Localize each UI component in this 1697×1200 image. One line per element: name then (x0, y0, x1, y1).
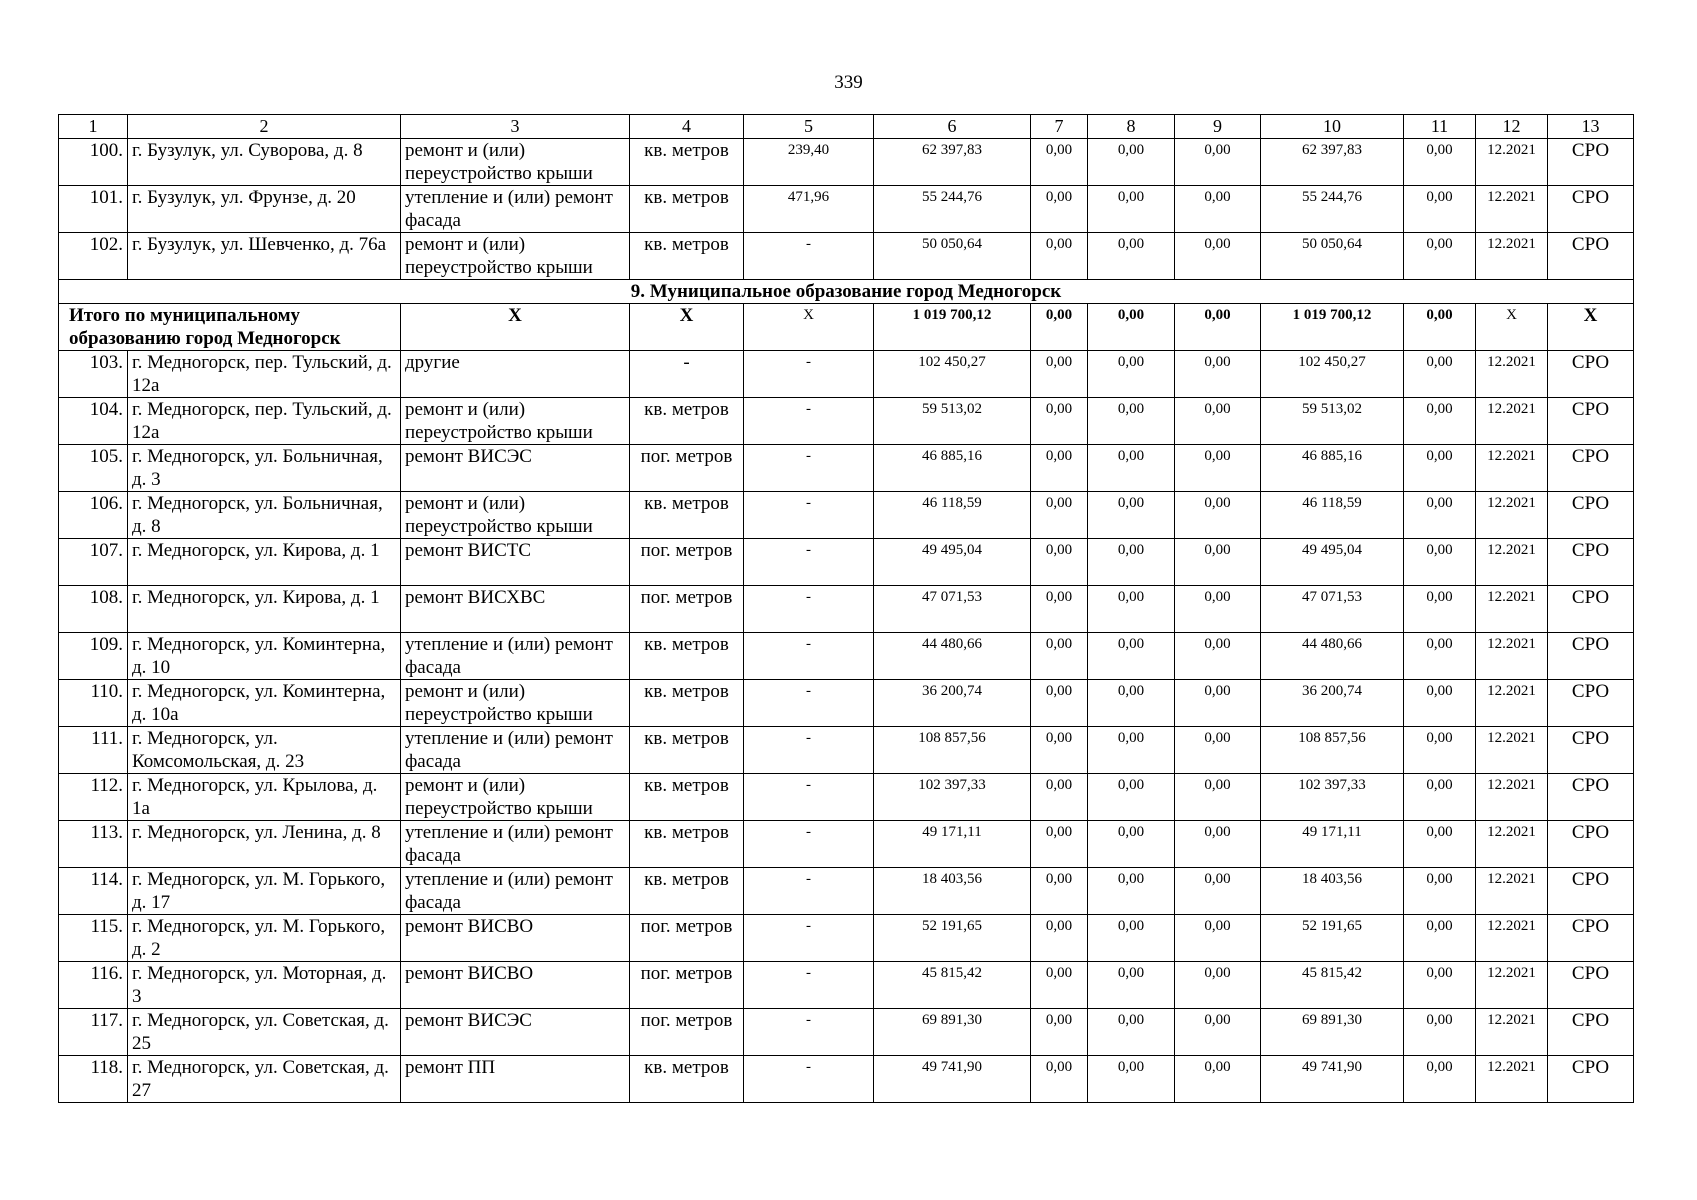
row-col-7: 0,00 (1031, 774, 1088, 821)
row-col-9: 0,00 (1175, 492, 1261, 539)
row-col-9: 0,00 (1175, 633, 1261, 680)
row-col-8: 0,00 (1088, 351, 1175, 398)
row-area: - (744, 1056, 874, 1103)
row-number: 104. (59, 398, 128, 445)
column-number-10: 10 (1261, 115, 1404, 139)
row-address: г. Медногорск, ул. Кирова, д. 1 (128, 586, 401, 633)
row-col-10: 102 450,27 (1261, 351, 1404, 398)
row-date: 12.2021 (1476, 774, 1548, 821)
table-row (59, 962, 1634, 1009)
row-col-7: 0,00 (1031, 962, 1088, 1009)
row-work-type: ремонт и (или) переустройство крыши (401, 492, 630, 539)
row-area: - (744, 398, 874, 445)
column-number-3: 3 (401, 115, 630, 139)
column-number-2: 2 (128, 115, 401, 139)
row-total-cost: 62 397,83 (874, 139, 1031, 186)
row-col-9: 0,00 (1175, 962, 1261, 1009)
section-heading-row (59, 280, 1634, 304)
table-row (59, 633, 1634, 680)
row-unit: кв. метров (630, 139, 744, 186)
row-work-type: ремонт ВИСТС (401, 539, 630, 586)
row-method: СРО (1548, 727, 1634, 774)
row-col-10: 59 513,02 (1261, 398, 1404, 445)
row-col-9: 0,00 (1175, 868, 1261, 915)
row-col-9: 0,00 (1175, 445, 1261, 492)
table-row (59, 539, 1634, 586)
row-col-8: 0,00 (1088, 680, 1175, 727)
row-number: 113. (59, 821, 128, 868)
row-col-7: 0,00 (1031, 680, 1088, 727)
column-number-4: 4 (630, 115, 744, 139)
subtotal-col-7: 0,00 (1031, 304, 1088, 351)
row-total-cost: 69 891,30 (874, 1009, 1031, 1056)
row-col-11: 0,00 (1404, 539, 1476, 586)
row-work-type: ремонт и (или) переустройство крыши (401, 139, 630, 186)
row-work-type: утепление и (или) ремонт фасада (401, 727, 630, 774)
row-total-cost: 102 397,33 (874, 774, 1031, 821)
row-date: 12.2021 (1476, 1009, 1548, 1056)
row-area: - (744, 1009, 874, 1056)
row-method: СРО (1548, 821, 1634, 868)
row-method: СРО (1548, 1056, 1634, 1103)
subtotal-col-5: Х (744, 304, 874, 351)
table-row (59, 445, 1634, 492)
subtotal-col-12: Х (1476, 304, 1548, 351)
row-col-8: 0,00 (1088, 233, 1175, 280)
table-row (59, 233, 1634, 280)
row-col-8: 0,00 (1088, 1056, 1175, 1103)
row-area: - (744, 633, 874, 680)
row-method: СРО (1548, 962, 1634, 1009)
row-col-10: 108 857,56 (1261, 727, 1404, 774)
row-col-7: 0,00 (1031, 233, 1088, 280)
section-title: 9. Муниципальное образование город Медногорск (59, 280, 1634, 304)
column-number-7: 7 (1031, 115, 1088, 139)
row-number: 118. (59, 1056, 128, 1103)
table-row (59, 821, 1634, 868)
row-date: 12.2021 (1476, 915, 1548, 962)
row-col-10: 46 118,59 (1261, 492, 1404, 539)
table-row (59, 727, 1634, 774)
row-method: СРО (1548, 680, 1634, 727)
row-col-8: 0,00 (1088, 821, 1175, 868)
row-total-cost: 47 071,53 (874, 586, 1031, 633)
row-col-10: 44 480,66 (1261, 633, 1404, 680)
column-number-8: 8 (1088, 115, 1175, 139)
row-unit: кв. метров (630, 680, 744, 727)
row-area: - (744, 586, 874, 633)
row-address: г. Бузулук, ул. Фрунзе, д. 20 (128, 186, 401, 233)
table-row (59, 915, 1634, 962)
column-number-6: 6 (874, 115, 1031, 139)
row-col-7: 0,00 (1031, 1056, 1088, 1103)
row-col-7: 0,00 (1031, 539, 1088, 586)
row-col-10: 102 397,33 (1261, 774, 1404, 821)
row-work-type: ремонт и (или) переустройство крыши (401, 680, 630, 727)
row-col-8: 0,00 (1088, 398, 1175, 445)
row-number: 103. (59, 351, 128, 398)
row-address: г. Медногорск, ул. Кирова, д. 1 (128, 539, 401, 586)
row-work-type: утепление и (или) ремонт фасада (401, 821, 630, 868)
row-col-7: 0,00 (1031, 398, 1088, 445)
row-col-8: 0,00 (1088, 586, 1175, 633)
row-total-cost: 102 450,27 (874, 351, 1031, 398)
row-col-7: 0,00 (1031, 492, 1088, 539)
row-col-9: 0,00 (1175, 233, 1261, 280)
row-area: 239,40 (744, 139, 874, 186)
row-date: 12.2021 (1476, 351, 1548, 398)
row-col-9: 0,00 (1175, 139, 1261, 186)
row-col-8: 0,00 (1088, 868, 1175, 915)
row-col-9: 0,00 (1175, 774, 1261, 821)
row-area: - (744, 680, 874, 727)
column-number-9: 9 (1175, 115, 1261, 139)
row-col-10: 49 171,11 (1261, 821, 1404, 868)
row-number: 115. (59, 915, 128, 962)
subtotal-col-11: 0,00 (1404, 304, 1476, 351)
column-number-11: 11 (1404, 115, 1476, 139)
row-address: г. Медногорск, ул. Моторная, д. 3 (128, 962, 401, 1009)
page-number: 339 (834, 72, 863, 93)
row-col-11: 0,00 (1404, 1009, 1476, 1056)
row-col-7: 0,00 (1031, 586, 1088, 633)
row-col-9: 0,00 (1175, 727, 1261, 774)
row-unit: - (630, 351, 744, 398)
row-area: - (744, 915, 874, 962)
row-area: - (744, 727, 874, 774)
row-area: - (744, 868, 874, 915)
row-col-10: 62 397,83 (1261, 139, 1404, 186)
row-unit: кв. метров (630, 774, 744, 821)
table-row (59, 351, 1634, 398)
table-row (59, 868, 1634, 915)
row-col-10: 18 403,56 (1261, 868, 1404, 915)
row-col-10: 69 891,30 (1261, 1009, 1404, 1056)
row-number: 112. (59, 774, 128, 821)
row-unit: кв. метров (630, 492, 744, 539)
row-col-9: 0,00 (1175, 186, 1261, 233)
row-date: 12.2021 (1476, 139, 1548, 186)
row-method: СРО (1548, 445, 1634, 492)
row-area: - (744, 445, 874, 492)
row-total-cost: 50 050,64 (874, 233, 1031, 280)
row-col-11: 0,00 (1404, 774, 1476, 821)
row-address: г. Бузулук, ул. Суворова, д. 8 (128, 139, 401, 186)
row-date: 12.2021 (1476, 445, 1548, 492)
row-work-type: ремонт и (или) переустройство крыши (401, 398, 630, 445)
table-row (59, 398, 1634, 445)
row-total-cost: 44 480,66 (874, 633, 1031, 680)
row-unit: кв. метров (630, 727, 744, 774)
row-method: СРО (1548, 1009, 1634, 1056)
row-address: г. Медногорск, ул. Советская, д. 27 (128, 1056, 401, 1103)
row-area: - (744, 351, 874, 398)
row-method: СРО (1548, 539, 1634, 586)
row-area: - (744, 774, 874, 821)
row-total-cost: 18 403,56 (874, 868, 1031, 915)
row-col-9: 0,00 (1175, 586, 1261, 633)
row-unit: кв. метров (630, 821, 744, 868)
row-method: СРО (1548, 398, 1634, 445)
row-col-11: 0,00 (1404, 398, 1476, 445)
row-total-cost: 55 244,76 (874, 186, 1031, 233)
row-work-type: другие (401, 351, 630, 398)
row-number: 106. (59, 492, 128, 539)
row-col-9: 0,00 (1175, 351, 1261, 398)
subtotal-col-10: 1 019 700,12 (1261, 304, 1404, 351)
row-col-11: 0,00 (1404, 633, 1476, 680)
row-work-type: ремонт ПП (401, 1056, 630, 1103)
row-number: 100. (59, 139, 128, 186)
row-col-8: 0,00 (1088, 445, 1175, 492)
row-unit: кв. метров (630, 186, 744, 233)
row-address: г. Медногорск, ул. М. Горького, д. 2 (128, 915, 401, 962)
row-method: СРО (1548, 186, 1634, 233)
row-area: - (744, 539, 874, 586)
row-col-9: 0,00 (1175, 539, 1261, 586)
row-number: 110. (59, 680, 128, 727)
row-area: - (744, 821, 874, 868)
row-total-cost: 36 200,74 (874, 680, 1031, 727)
row-col-10: 55 244,76 (1261, 186, 1404, 233)
row-area: - (744, 962, 874, 1009)
row-method: СРО (1548, 633, 1634, 680)
row-work-type: ремонт ВИСВО (401, 962, 630, 1009)
row-total-cost: 59 513,02 (874, 398, 1031, 445)
row-work-type: ремонт ВИСЭС (401, 445, 630, 492)
table-row (59, 680, 1634, 727)
row-work-type: ремонт ВИСВО (401, 915, 630, 962)
table-row (59, 492, 1634, 539)
subtotal-row (59, 304, 1634, 351)
row-date: 12.2021 (1476, 727, 1548, 774)
row-method: СРО (1548, 774, 1634, 821)
row-date: 12.2021 (1476, 821, 1548, 868)
row-number: 117. (59, 1009, 128, 1056)
row-number: 111. (59, 727, 128, 774)
row-number: 116. (59, 962, 128, 1009)
table-row (59, 1009, 1634, 1056)
table-body (59, 115, 1634, 1103)
row-date: 12.2021 (1476, 962, 1548, 1009)
row-col-11: 0,00 (1404, 868, 1476, 915)
row-col-11: 0,00 (1404, 233, 1476, 280)
row-col-11: 0,00 (1404, 962, 1476, 1009)
row-date: 12.2021 (1476, 539, 1548, 586)
row-work-type: ремонт и (или) переустройство крыши (401, 774, 630, 821)
row-address: г. Медногорск, ул. Коминтерна, д. 10 (128, 633, 401, 680)
row-address: г. Медногорск, ул. Больничная, д. 3 (128, 445, 401, 492)
row-col-7: 0,00 (1031, 821, 1088, 868)
row-col-8: 0,00 (1088, 186, 1175, 233)
subtotal-label: Итого по муниципальному образованию город Медногорск (59, 304, 401, 351)
row-col-7: 0,00 (1031, 633, 1088, 680)
row-date: 12.2021 (1476, 868, 1548, 915)
row-area: - (744, 233, 874, 280)
row-address: г. Медногорск, ул. Комсомольская, д. 23 (128, 727, 401, 774)
row-col-9: 0,00 (1175, 915, 1261, 962)
subtotal-col-13: Х (1548, 304, 1634, 351)
row-number: 114. (59, 868, 128, 915)
repair-plan-table (58, 114, 1634, 1103)
row-address: г. Медногорск, пер. Тульский, д. 12а (128, 351, 401, 398)
row-total-cost: 108 857,56 (874, 727, 1031, 774)
subtotal-col-9: 0,00 (1175, 304, 1261, 351)
subtotal-col-8: 0,00 (1088, 304, 1175, 351)
row-date: 12.2021 (1476, 186, 1548, 233)
row-work-type: утепление и (или) ремонт фасада (401, 186, 630, 233)
row-col-8: 0,00 (1088, 492, 1175, 539)
row-col-7: 0,00 (1031, 727, 1088, 774)
row-address: г. Медногорск, ул. Ленина, д. 8 (128, 821, 401, 868)
row-col-11: 0,00 (1404, 915, 1476, 962)
row-col-10: 49 741,90 (1261, 1056, 1404, 1103)
row-total-cost: 45 815,42 (874, 962, 1031, 1009)
subtotal-total-cost: 1 019 700,12 (874, 304, 1031, 351)
row-method: СРО (1548, 586, 1634, 633)
row-work-type: ремонт ВИСЭС (401, 1009, 630, 1056)
row-address: г. Медногорск, ул. Больничная, д. 8 (128, 492, 401, 539)
row-total-cost: 49 171,11 (874, 821, 1031, 868)
row-col-7: 0,00 (1031, 445, 1088, 492)
row-col-11: 0,00 (1404, 1056, 1476, 1103)
row-col-10: 46 885,16 (1261, 445, 1404, 492)
row-total-cost: 49 741,90 (874, 1056, 1031, 1103)
row-area: - (744, 492, 874, 539)
row-unit: кв. метров (630, 1056, 744, 1103)
row-col-9: 0,00 (1175, 1009, 1261, 1056)
column-number-12: 12 (1476, 115, 1548, 139)
row-unit: пог. метров (630, 445, 744, 492)
row-col-7: 0,00 (1031, 915, 1088, 962)
row-address: г. Медногорск, ул. Советская, д. 25 (128, 1009, 401, 1056)
row-address: г. Медногорск, ул. Крылова, д. 1а (128, 774, 401, 821)
row-col-8: 0,00 (1088, 915, 1175, 962)
row-col-8: 0,00 (1088, 727, 1175, 774)
row-method: СРО (1548, 351, 1634, 398)
row-col-11: 0,00 (1404, 492, 1476, 539)
row-col-11: 0,00 (1404, 139, 1476, 186)
row-area: 471,96 (744, 186, 874, 233)
row-col-9: 0,00 (1175, 1056, 1261, 1103)
row-col-10: 49 495,04 (1261, 539, 1404, 586)
row-col-11: 0,00 (1404, 445, 1476, 492)
row-col-10: 36 200,74 (1261, 680, 1404, 727)
row-number: 109. (59, 633, 128, 680)
row-unit: кв. метров (630, 633, 744, 680)
subtotal-col-3: Х (401, 304, 630, 351)
row-col-11: 0,00 (1404, 727, 1476, 774)
row-col-9: 0,00 (1175, 680, 1261, 727)
row-col-11: 0,00 (1404, 680, 1476, 727)
row-work-type: утепление и (или) ремонт фасада (401, 868, 630, 915)
row-col-7: 0,00 (1031, 139, 1088, 186)
row-total-cost: 49 495,04 (874, 539, 1031, 586)
table-row (59, 1056, 1634, 1103)
row-unit: кв. метров (630, 233, 744, 280)
row-col-9: 0,00 (1175, 398, 1261, 445)
row-date: 12.2021 (1476, 1056, 1548, 1103)
row-total-cost: 46 118,59 (874, 492, 1031, 539)
row-unit: кв. метров (630, 398, 744, 445)
row-number: 102. (59, 233, 128, 280)
row-date: 12.2021 (1476, 633, 1548, 680)
row-unit: пог. метров (630, 539, 744, 586)
row-col-7: 0,00 (1031, 868, 1088, 915)
row-number: 101. (59, 186, 128, 233)
row-address: г. Бузулук, ул. Шевченко, д. 76а (128, 233, 401, 280)
row-unit: пог. метров (630, 962, 744, 1009)
column-number-5: 5 (744, 115, 874, 139)
row-method: СРО (1548, 492, 1634, 539)
row-method: СРО (1548, 915, 1634, 962)
column-number-row (59, 115, 1634, 139)
row-method: СРО (1548, 868, 1634, 915)
row-col-8: 0,00 (1088, 1009, 1175, 1056)
row-address: г. Медногорск, пер. Тульский, д. 12а (128, 398, 401, 445)
row-work-type: ремонт и (или) переустройство крыши (401, 233, 630, 280)
row-col-8: 0,00 (1088, 633, 1175, 680)
row-date: 12.2021 (1476, 398, 1548, 445)
row-col-10: 45 815,42 (1261, 962, 1404, 1009)
table-row (59, 139, 1634, 186)
row-number: 108. (59, 586, 128, 633)
table-row (59, 586, 1634, 633)
row-unit: кв. метров (630, 868, 744, 915)
row-col-8: 0,00 (1088, 139, 1175, 186)
row-address: г. Медногорск, ул. М. Горького, д. 17 (128, 868, 401, 915)
row-number: 107. (59, 539, 128, 586)
row-col-8: 0,00 (1088, 539, 1175, 586)
row-total-cost: 52 191,65 (874, 915, 1031, 962)
row-col-9: 0,00 (1175, 821, 1261, 868)
row-col-8: 0,00 (1088, 962, 1175, 1009)
row-col-10: 47 071,53 (1261, 586, 1404, 633)
row-col-7: 0,00 (1031, 186, 1088, 233)
column-number-13: 13 (1548, 115, 1634, 139)
row-date: 12.2021 (1476, 233, 1548, 280)
row-work-type: ремонт ВИСХВС (401, 586, 630, 633)
row-date: 12.2021 (1476, 586, 1548, 633)
row-work-type: утепление и (или) ремонт фасада (401, 633, 630, 680)
row-col-11: 0,00 (1404, 351, 1476, 398)
table-row (59, 186, 1634, 233)
row-col-8: 0,00 (1088, 774, 1175, 821)
row-address: г. Медногорск, ул. Коминтерна, д. 10а (128, 680, 401, 727)
row-unit: пог. метров (630, 1009, 744, 1056)
row-method: СРО (1548, 233, 1634, 280)
row-unit: пог. метров (630, 586, 744, 633)
row-col-10: 50 050,64 (1261, 233, 1404, 280)
row-col-11: 0,00 (1404, 186, 1476, 233)
column-number-1: 1 (59, 115, 128, 139)
row-col-10: 52 191,65 (1261, 915, 1404, 962)
table-row (59, 774, 1634, 821)
row-number: 105. (59, 445, 128, 492)
row-method: СРО (1548, 139, 1634, 186)
row-unit: пог. метров (630, 915, 744, 962)
row-col-11: 0,00 (1404, 821, 1476, 868)
row-date: 12.2021 (1476, 680, 1548, 727)
subtotal-col-4: Х (630, 304, 744, 351)
row-col-7: 0,00 (1031, 351, 1088, 398)
row-col-7: 0,00 (1031, 1009, 1088, 1056)
row-total-cost: 46 885,16 (874, 445, 1031, 492)
row-date: 12.2021 (1476, 492, 1548, 539)
row-col-11: 0,00 (1404, 586, 1476, 633)
